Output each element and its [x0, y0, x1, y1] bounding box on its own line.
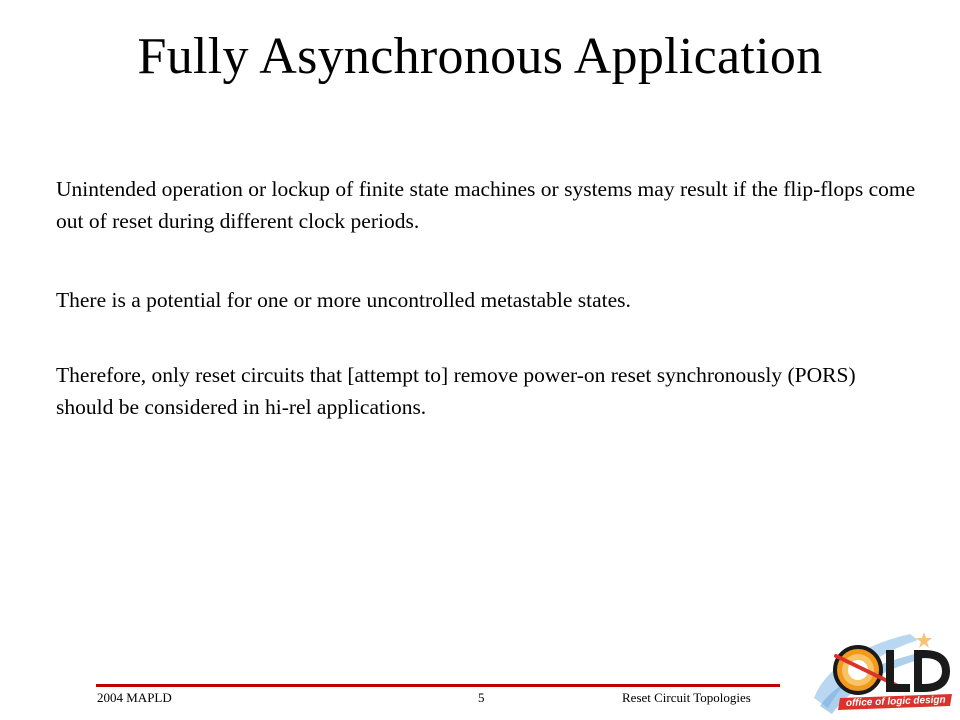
- old-logo-icon: [806, 626, 956, 720]
- footer-topic: Reset Circuit Topologies: [622, 690, 751, 705]
- logo-tagline: office of logic design: [845, 694, 946, 709]
- paragraph-lockup: Unintended operation or lockup of finite state machines or systems may result if the flip-flops come out of reset during different clock periods.: [56, 177, 916, 233]
- footer-page-number: 5: [478, 690, 485, 705]
- slide-title: Fully Asynchronous Application: [137, 28, 823, 85]
- footer-rule: [96, 684, 780, 687]
- paragraph-conclusion: Therefore, only reset circuits that [attempt to] remove power-on reset synchronously (PORS) should be considered in hi-rel applications.: [56, 363, 856, 419]
- footer-conference: 2004 MAPLD: [97, 690, 172, 705]
- paragraph-metastable: There is a potential for one or more uncontrolled metastable states.: [56, 288, 631, 312]
